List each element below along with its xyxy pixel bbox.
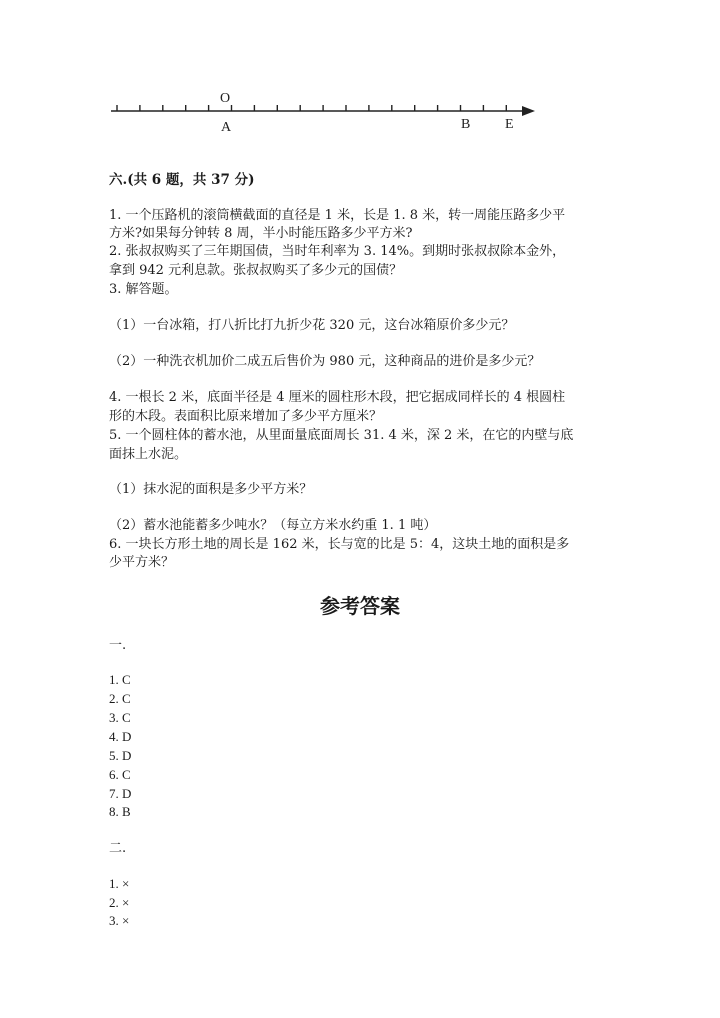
q4-line-2: 形的木段。表面积比原来增加了多少平方厘米？: [109, 409, 383, 424]
answer-item: 5. D: [109, 748, 132, 763]
q5-part1: （1）抹水泥的面积是多少平方米？: [109, 482, 313, 497]
answer-item: 7. D: [109, 786, 132, 801]
number-line-figure: [0, 0, 720, 140]
q1-line-2: 方米?如果每分钟转 8 周，半小时能压路多少平方米?: [109, 226, 413, 241]
label-o: O: [220, 91, 231, 106]
answer-item: 1. C: [109, 672, 131, 687]
answer-item: 4. D: [109, 729, 132, 744]
answer-item: 6. C: [109, 767, 131, 782]
label-a: A: [221, 120, 232, 135]
number-line-arrow: [522, 106, 535, 116]
q5-line-1: 5. 一个圆柱体的蓄水池，从里面量底面周长 31. 4 米，深 2 米，在它的内壁与底: [109, 428, 574, 443]
answer-item: 3. C: [109, 710, 131, 725]
q2-line-2: 拿到 942 元利息款。张叔叔购买了多少元的国债？: [109, 263, 403, 278]
q6-line-1: 6. 一块长方形土地的周长是 162 米，长与宽的比是 5：4，这块土地的面积是多: [109, 537, 570, 552]
q5-line-2: 面抹上水泥。: [109, 447, 188, 462]
q6-line-2: 少平方米？: [109, 555, 175, 570]
answer-item: 2. C: [109, 691, 131, 706]
answer-item: 2. ×: [109, 895, 130, 910]
answers-title: 参考答案: [320, 594, 400, 618]
number-line-ticks: [117, 105, 506, 111]
section-6-heading: 六.(共 6 题，共 37 分): [109, 172, 255, 188]
q2-line-1: 2. 张叔叔购买了三年期国债，当时年利率为 3. 14%。到期时张叔叔除本金外，: [109, 244, 566, 259]
q3-part1: （1）一台冰箱，打八折比打九折少花 320 元，这台冰箱原价多少元？: [109, 318, 515, 333]
answer-item: 3. ×: [109, 913, 130, 928]
answers-part1-heading: 一.: [109, 638, 127, 653]
q1-line-1: 1. 一个压路机的滚筒横截面的直径是 1 米，长是 1. 8 米，转一周能压路多少平: [109, 208, 566, 223]
q5-part2: （2）蓄水池能蓄多少吨水？（每立方米水约重 1. 1 吨）: [109, 518, 437, 533]
answers-part2-heading: 二.: [109, 841, 127, 856]
answer-item: 1. ×: [109, 876, 130, 891]
q4-line-1: 4. 一根长 2 米，底面半径是 4 厘米的圆柱形木段，把它据成同样长的 4 根圆柱: [109, 390, 566, 405]
q3-line: 3. 解答题。: [109, 282, 178, 297]
answer-item: 8. B: [109, 804, 131, 819]
q3-part2: （2）一种洗衣机加价二成五后售价为 980 元，这种商品的进价是多少元？: [109, 354, 541, 369]
label-b: B: [461, 117, 471, 132]
label-e: E: [505, 117, 514, 132]
